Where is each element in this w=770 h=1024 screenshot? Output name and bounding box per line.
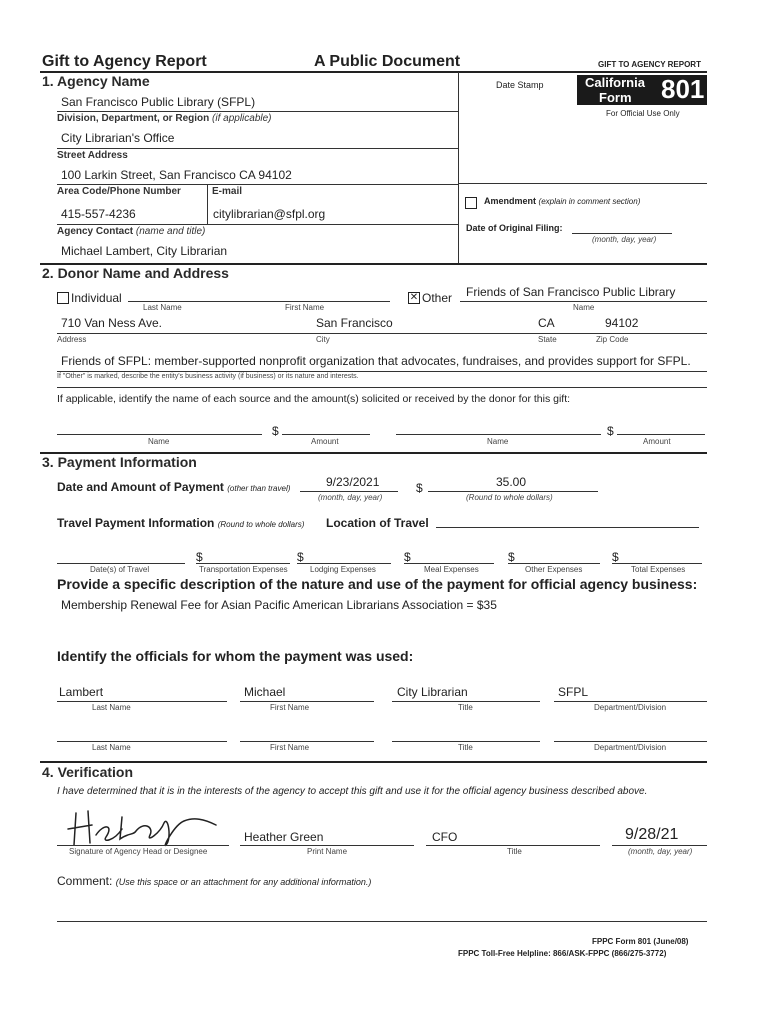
- travel-location-line[interactable]: [436, 527, 699, 528]
- travel-location-label: Location of Travel: [326, 516, 429, 530]
- other-label: Other: [422, 291, 453, 305]
- agency-name-value[interactable]: San Francisco Public Library (SFPL): [61, 95, 256, 109]
- description-heading: Provide a specific description of the nature and use of the payment for official agency business:: [57, 576, 698, 592]
- official-use-label: For Official Use Only: [606, 109, 680, 118]
- form-801-badge: California Form 801: [577, 75, 707, 105]
- officials-heading: Identify the officials for whom the payment was used:: [57, 648, 414, 664]
- source1-name-line[interactable]: [57, 434, 262, 435]
- original-filing-line[interactable]: [572, 233, 672, 234]
- source2-amount-line[interactable]: [617, 434, 705, 435]
- division-label: Division, Department, or Region (if applicable): [57, 113, 272, 124]
- city-label: City: [316, 335, 330, 344]
- email-value[interactable]: citylibrarian@sfpl.org: [213, 207, 326, 221]
- form-title: Gift to Agency Report: [42, 53, 207, 70]
- donor-address-value[interactable]: 710 Van Ness Ave.: [61, 316, 162, 330]
- other-expenses-line[interactable]: [508, 563, 600, 564]
- section1-heading: 1. Agency Name: [42, 73, 150, 89]
- email-label: E-mail: [212, 186, 243, 197]
- comment-label: Comment: (Use this space or an attachment for any additional information.): [57, 874, 372, 888]
- official2-dept-line[interactable]: [554, 741, 707, 742]
- verification-statement: I have determined that it is in the interests of the agency to accept this gift and use it for the official agency business described above.: [57, 786, 648, 797]
- division-value[interactable]: City Librarian's Office: [61, 131, 175, 145]
- official-title[interactable]: City Librarian: [397, 685, 468, 699]
- original-filing-label: Date of Original Filing:: [466, 223, 563, 233]
- donor-state-value[interactable]: CA: [538, 316, 555, 330]
- travel-dates-line[interactable]: [57, 563, 185, 564]
- payment-amount-value[interactable]: 35.00: [496, 475, 527, 489]
- meal-line[interactable]: [404, 563, 494, 564]
- state-label: State: [538, 335, 557, 344]
- original-filing-hint: (month, day, year): [592, 235, 657, 244]
- donor-activity-value[interactable]: Friends of SFPL: member-supported nonprofit organization that advocates, fundraises, and provides support for SFPL.: [61, 354, 691, 368]
- official2-title-line[interactable]: [392, 741, 540, 742]
- official2-last-line[interactable]: [57, 741, 227, 742]
- phone-value[interactable]: 415-557-4236: [61, 207, 136, 221]
- lodging-line[interactable]: [297, 563, 391, 564]
- signer-title[interactable]: CFO: [432, 830, 458, 844]
- donor-zip-value[interactable]: 94102: [605, 316, 639, 330]
- official2-first-line[interactable]: [240, 741, 374, 742]
- official-first-name[interactable]: Michael: [244, 685, 286, 699]
- date-stamp-box-bottom: [458, 183, 707, 184]
- section3-heading: 3. Payment Information: [42, 454, 197, 470]
- other-checkbox[interactable]: ✕: [409, 292, 419, 303]
- date-stamp-box-left: [458, 72, 459, 264]
- signature-date[interactable]: 9/28/21: [625, 826, 679, 843]
- amendment-checkbox[interactable]: [465, 197, 477, 209]
- official-last-name[interactable]: Lambert: [59, 685, 104, 699]
- donor-name-label: Name: [573, 303, 595, 312]
- comment-line[interactable]: [57, 921, 707, 922]
- source1-amount-line[interactable]: [282, 434, 370, 435]
- donor-city-value[interactable]: San Francisco: [316, 316, 393, 330]
- phone-label: Area Code/Phone Number: [57, 186, 181, 197]
- signature-image: [64, 805, 224, 850]
- public-document-label: A Public Document: [314, 53, 461, 70]
- address-label: Address: [57, 335, 87, 344]
- street-value[interactable]: 100 Larkin Street, San Francisco CA 94102: [61, 168, 292, 182]
- transport-line[interactable]: [196, 563, 290, 564]
- section2-heading: 2. Donor Name and Address: [42, 265, 229, 281]
- official-department[interactable]: SFPL: [558, 685, 589, 699]
- travel-label: Travel Payment Information (Round to whole dollars): [57, 516, 305, 530]
- donor-name-value[interactable]: Friends of San Francisco Public Library: [466, 285, 676, 299]
- sources-prompt: If applicable, identify the name of each source and the amount(s) solicited or received by the donor for this gift:: [57, 393, 571, 405]
- individual-checkbox[interactable]: [57, 292, 69, 304]
- amendment-label: Amendment (explain in comment section): [484, 196, 641, 206]
- individual-label: Individual: [71, 291, 122, 305]
- donor-first-name-label: First Name: [285, 303, 325, 312]
- donor-activity-hint: If "Other" is marked, describe the entity's business activity (if business) or its nature and interests.: [57, 373, 359, 380]
- section4-heading: 4. Verification: [42, 764, 134, 780]
- street-label: Street Address: [57, 150, 128, 161]
- signer-print-name[interactable]: Heather Green: [244, 830, 324, 844]
- gift-report-label: GIFT TO AGENCY REPORT: [598, 60, 701, 69]
- date-amount-label: Date and Amount of Payment (other than travel): [57, 480, 291, 494]
- contact-value[interactable]: Michael Lambert, City Librarian: [61, 244, 228, 258]
- form-id: FPPC Form 801 (June/08): [592, 937, 689, 946]
- date-stamp-label: Date Stamp: [496, 80, 544, 90]
- contact-label: Agency Contact (name and title): [57, 226, 206, 237]
- payment-description-value[interactable]: Membership Renewal Fee for Asian Pacific American Librarians Association = $35: [61, 598, 497, 612]
- payment-date-value[interactable]: 9/23/2021: [326, 475, 380, 489]
- total-expenses-line[interactable]: [612, 563, 702, 564]
- zip-label: Zip Code: [596, 335, 629, 344]
- helpline: FPPC Toll-Free Helpline: 866/ASK-FPPC (866/275-3772): [458, 949, 667, 958]
- donor-last-name-label: Last Name: [143, 303, 182, 312]
- source2-name-line[interactable]: [396, 434, 601, 435]
